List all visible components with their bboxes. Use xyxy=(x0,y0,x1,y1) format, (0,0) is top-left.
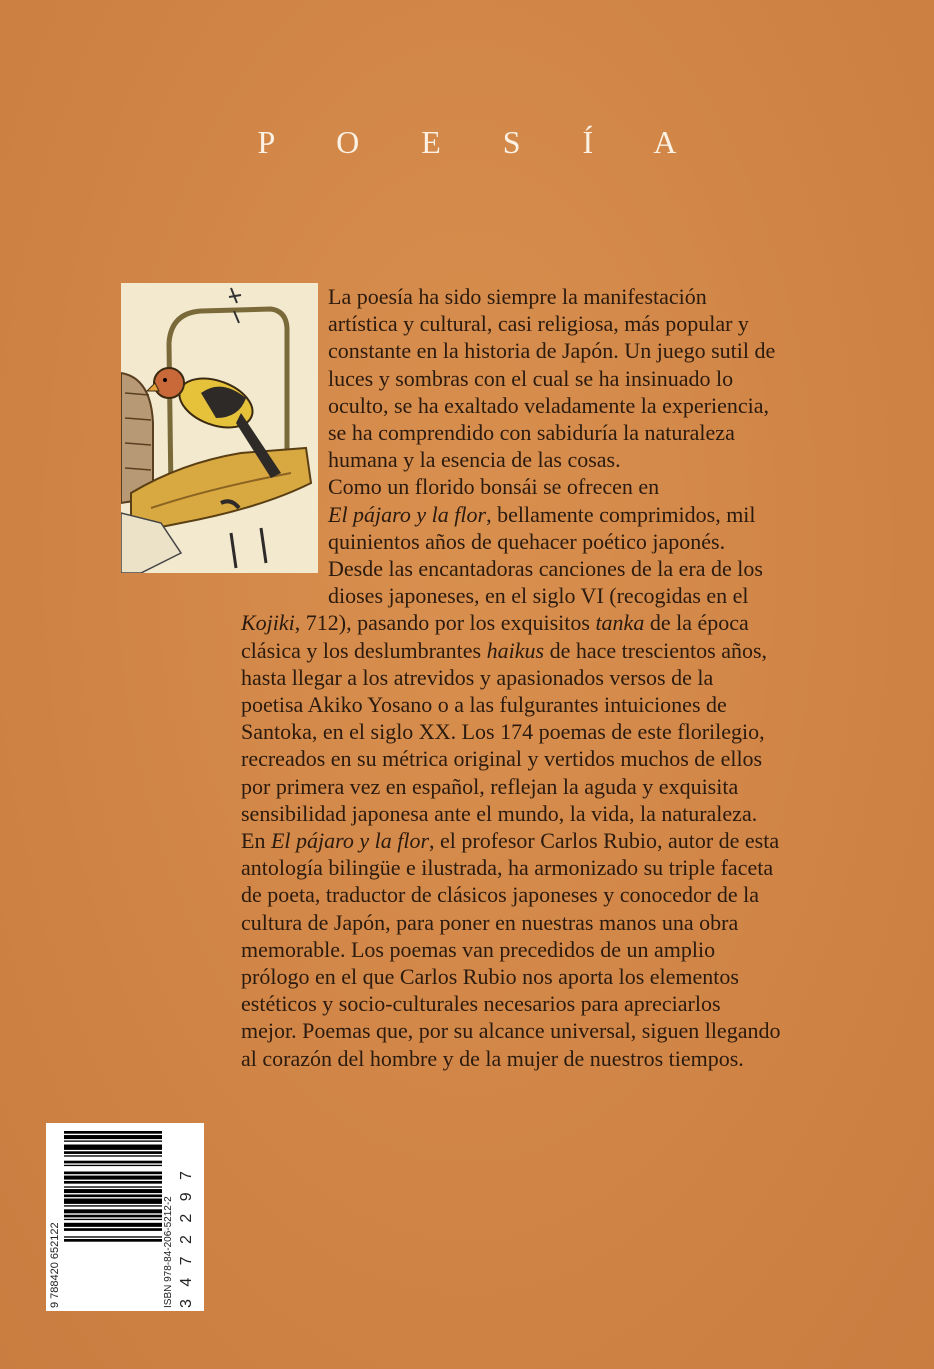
book-title: El pájaro y la flor xyxy=(328,501,487,527)
barcode-bar xyxy=(64,1209,162,1213)
barcode-bar xyxy=(64,1236,162,1237)
barcode-bar xyxy=(64,1151,162,1154)
blurb-p2-text-e: de hace trescientos años, hasta llegar a los atrevidos y apasionados versos de la poetisa Akiko Yosano o a las fulgurantes intuiciones de Santoka, en el siglo XX. Los 174 poemas de este florilegio, recreados en su métrica original y vertidos muchos de ellos por primera vez en español, reflejan la aguda y exquisita sensibilidad japonesa ante el mundo, la vida, la naturaleza. xyxy=(241,637,768,826)
blurb-p2-text-d: de la época clásica y los deslumbrantes xyxy=(241,610,749,663)
barcode-bar xyxy=(64,1199,162,1204)
kojiki-title: Kojiki xyxy=(241,610,295,636)
barcode-bar xyxy=(64,1194,162,1197)
haikus-term: haikus xyxy=(486,637,545,663)
barcode-bar xyxy=(64,1189,162,1193)
barcode-bar xyxy=(64,1140,162,1141)
barcode-bar xyxy=(64,1161,162,1164)
back-cover-blurb xyxy=(241,283,781,1072)
blurb-paragraph-1: La poesía ha sido siempre la manifestación artística y cultural, casi religiosa, más popular y constante en la historia de Japón. Un juego sutil de luces y sombras con el cual se ha insinuado lo oculto, se ha exaltado veladamente la experiencia, se ha comprendido con sabiduría la naturaleza humana y la esencia de las cosas. xyxy=(328,284,776,473)
blurb-p2-text-c: , 712), pasando por los exquisitos xyxy=(294,610,596,636)
barcode-bar xyxy=(64,1135,162,1139)
barcode-bar xyxy=(64,1223,162,1227)
barcode-bar xyxy=(64,1239,162,1242)
blurb-p3-text-b: , el profesor Carlos Rubio, autor de esta antología bilingüe e ilustrada, ha armonizado su triple faceta de poeta, traductor de clásicos japoneses y conocedor de la cultura de Japón, para poner en nuestras manos una obra memorable. Los poemas van precedidos de un amplio prólogo en el que Carlos Rubio nos aporta los elementos estéticos y socio-culturales necesarios para apreciarlos mejor. Poemas que, por su alcance universal, siguen llegando al corazón del hombre y de la mujer de nuestros tiempos. xyxy=(241,828,781,1071)
ean-digits: 3 4 7 2 2 9 7 xyxy=(178,1167,195,1308)
barcode-bar xyxy=(64,1228,162,1231)
blurb-p2-start: Como un florido bonsái se ofrecen en xyxy=(328,474,660,500)
barcode-bar xyxy=(64,1172,162,1175)
barcode-bar xyxy=(64,1219,162,1220)
barcode-bar xyxy=(64,1215,162,1218)
barcode-bar xyxy=(64,1181,162,1184)
barcode-bar xyxy=(64,1186,162,1187)
tanka-term: tanka xyxy=(595,610,645,636)
blurb-paragraph-2 xyxy=(241,473,781,827)
barcode-bar xyxy=(64,1205,162,1206)
book-title-2: El pájaro y la flor xyxy=(270,828,430,854)
blurb-p2-text-b: , bellamente comprimidos, mil quinientos años de quehacer poético japonés. Desde las encantadoras canciones de la era de los dioses japoneses, en el siglo VI (recogidas en el xyxy=(328,501,763,609)
blurb-paragraph-3 xyxy=(241,827,781,1072)
barcode-bar xyxy=(64,1165,162,1166)
barcode-bar xyxy=(64,1145,162,1150)
barcode-bar xyxy=(64,1176,162,1180)
ean-number: 9 788420 652122 xyxy=(49,1222,61,1308)
blurb-p3-text-a: En xyxy=(241,828,271,854)
isbn-label: ISBN 978-84-206-5212-2 xyxy=(163,1196,174,1308)
barcode-bar xyxy=(64,1131,162,1134)
barcode-bar xyxy=(64,1155,162,1156)
blurb-p2-title-line xyxy=(241,501,781,610)
series-title: P O E S Í A xyxy=(257,124,704,160)
